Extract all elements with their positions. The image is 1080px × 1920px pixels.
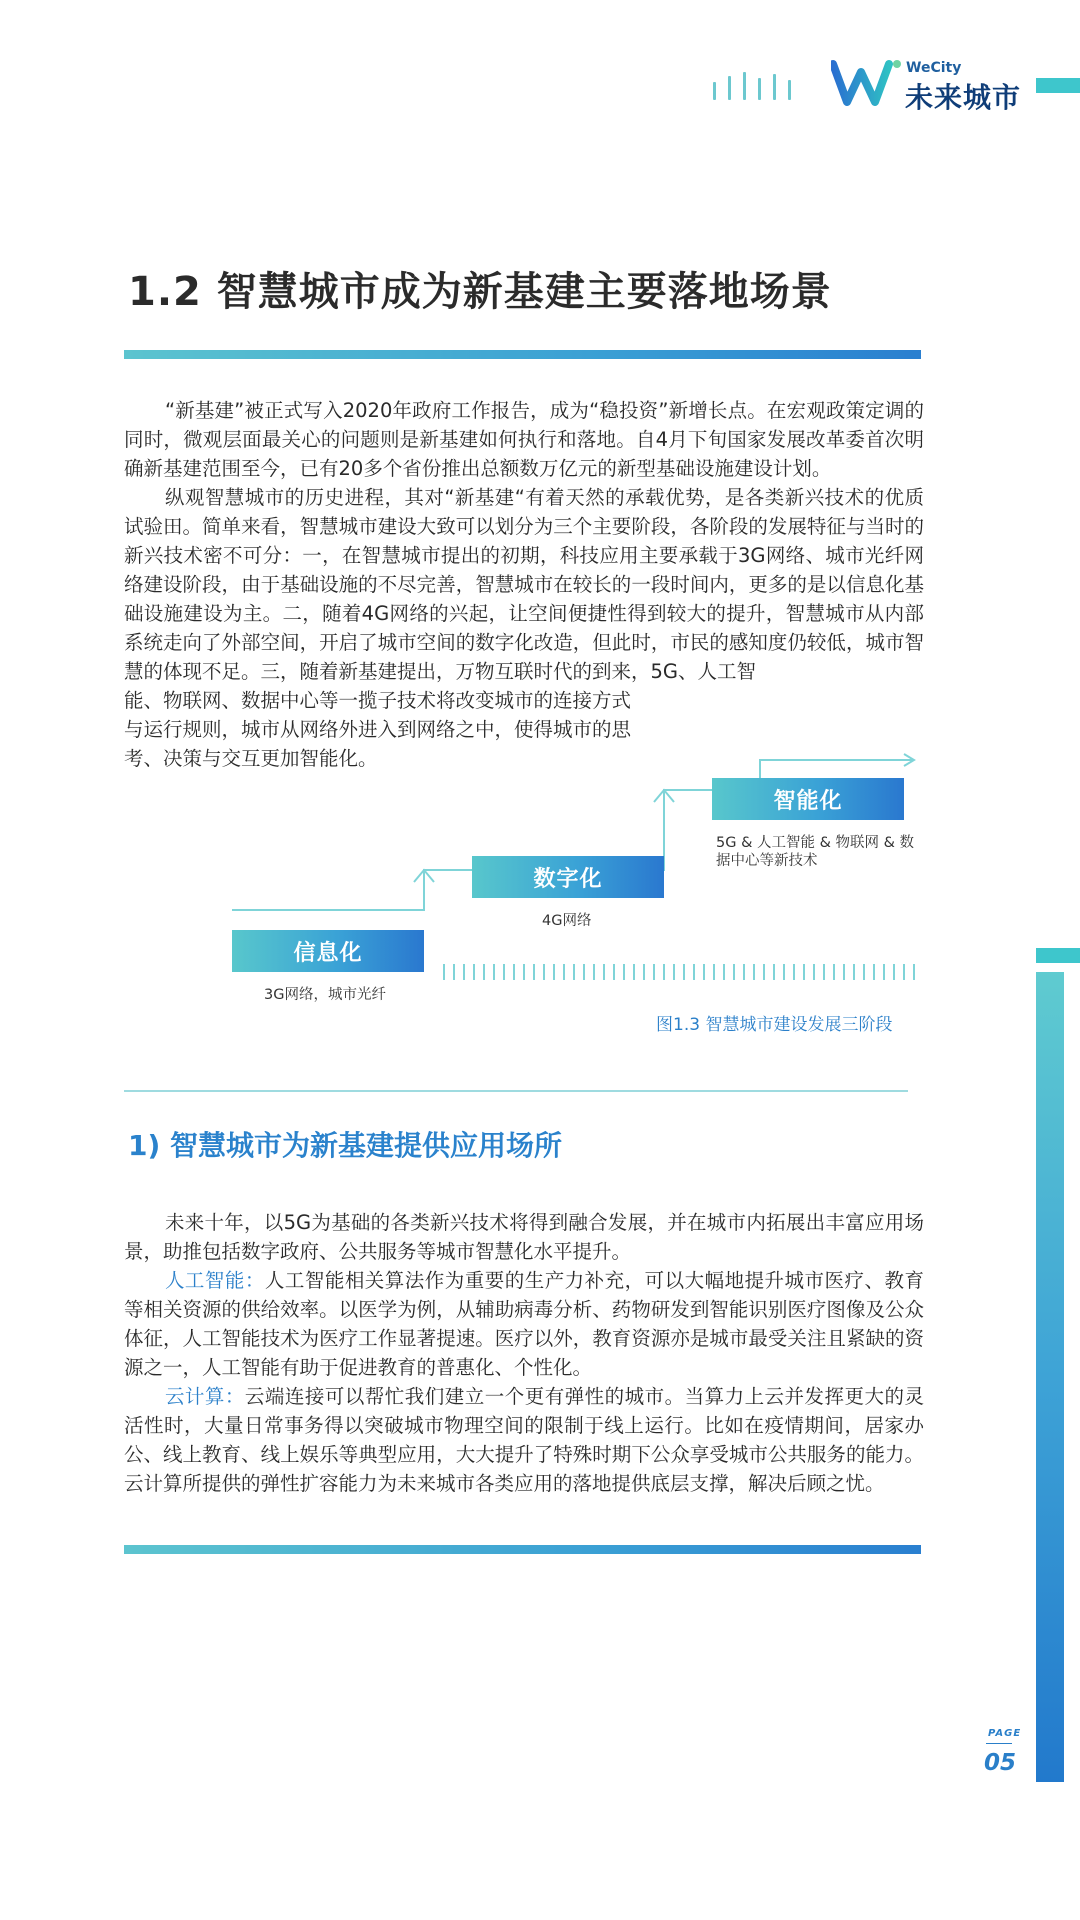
logo-text-big: 未来城市: [905, 81, 1022, 114]
figure-caption: 图1.3 智慧城市建设发展三阶段: [656, 1015, 893, 1035]
page-label-divider: [986, 1743, 1012, 1744]
cloud-keyword: 云计算：: [164, 1385, 245, 1408]
page-label: PAGE: [988, 1728, 1022, 1739]
stages-diagram: [224, 730, 924, 1040]
ai-text: 人工智能相关算法作为重要的生产力补充，可以大幅地提升城市医疗、教育等相关资源的供给效率。以医学为例，从辅助病毒分析、药物研发到智能识别医疗图像及公众体征，人工智能技术为医疗工作显著提速。医疗以外，教育资源亦是城市最受关注且紧缺的资源之一，人工智能有助于促进教育的普惠化、个性化。: [124, 1269, 924, 1379]
intro-tail-line-2: 与运行规则，城市从网络外进入到网络之中，使得城市的思: [124, 718, 632, 741]
cloud-paragraph: [124, 1382, 924, 1498]
bottom-bar: [124, 1545, 921, 1554]
stage-informatization-desc: 3G网络，城市光纤: [264, 987, 386, 1003]
intro-text: [124, 396, 924, 686]
ai-paragraph: [124, 1266, 924, 1382]
title-underline-bar: [124, 350, 921, 359]
stage-intelligentization-desc: 5G & 人工智能 & 物联网 & 数据中心等新技术: [716, 835, 915, 869]
subsection-text: [124, 1208, 924, 1498]
intro-paragraph-2: 纵观智慧城市的历史进程，其对“新基建“有着天然的承载优势，是各类新兴技术的优质试验田。简单来看，智慧城市建设大致可以划分为三个主要阶段，各阶段的发展特征与当时的新兴技术密不可分：一，在智慧城市提出的初期，科技应用主要承载于3G网络、城市光纤网络建设阶段，由于基础设施的不尽完善，智慧城市在较长的一段时间内，更多的是以信息化基础设施建设为主。二，随着4G网络的兴起，让空间便捷性得到较大的提升，智慧城市从内部系统走向了外部空间，开启了城市空间的数字化改造，但此时，市民的感知度仍较低，城市智慧的体现不足。三，随着新基建提出，万物互联时代的到来，5G、人工智: [124, 486, 924, 683]
intro-tail-line-1: 能、物联网、数据中心等一揽子技术将改变城市的连接方式: [124, 689, 632, 712]
page-number: 05: [984, 1750, 1017, 1776]
intro-paragraph-1: “新基建”被正式写入2020年政府工作报告，成为“稳投资”新增长点。在宏观政策定调的同时，微观层面最关心的问题则是新基建如何执行和落地。自4月下旬国家发展改革委首次明确新基建范围至今，已有20多个省份推出总额数万亿元的新型基础设施建设计划。: [124, 399, 924, 480]
header-decoration-ticks: [713, 70, 793, 100]
cloud-text: 云端连接可以帮忙我们建立一个更有弹性的城市。当算力上云并发挥更大的灵活性时，大量日常事务得以突破城市物理空间的限制于线上运行。比如在疫情期间，居家办公、线上教育、线上娱乐等典型应用，大大提升了特殊时期下公众享受城市公共服务的能力。云计算所提供的弹性扩容能力为未来城市各类应用的落地提供底层支撑，解决后顾之忧。: [124, 1385, 924, 1495]
ai-keyword: 人工智能：: [164, 1269, 265, 1292]
header-accent-tab: [1036, 78, 1080, 93]
stage-digitalization-desc: 4G网络: [542, 913, 592, 929]
subsection-title: 1) 智慧城市为新基建提供应用场所: [128, 1129, 563, 1162]
wecity-logo: [831, 58, 906, 106]
section-title: 1.2 智慧城市成为新基建主要落地场景: [128, 269, 832, 315]
side-gradient-bar: [1036, 972, 1064, 1782]
intro-tail-line-3: 考、决策与交互更加智能化。: [124, 747, 378, 770]
section-divider: [124, 1090, 908, 1092]
stage-informatization: 信息化: [232, 930, 424, 972]
stage-digitalization: 数字化: [472, 856, 664, 898]
stage-intelligentization: 智能化: [712, 778, 904, 820]
wecity-logo-icon: [831, 58, 906, 106]
side-accent-tab: [1036, 948, 1080, 963]
subsection-paragraph-1: 未来十年，以5G为基础的各类新兴技术将得到融合发展，并在城市内拓展出丰富应用场景，助推包括数字政府、公共服务等城市智慧化水平提升。: [124, 1211, 924, 1263]
logo-text-small: WeCity: [906, 60, 962, 76]
